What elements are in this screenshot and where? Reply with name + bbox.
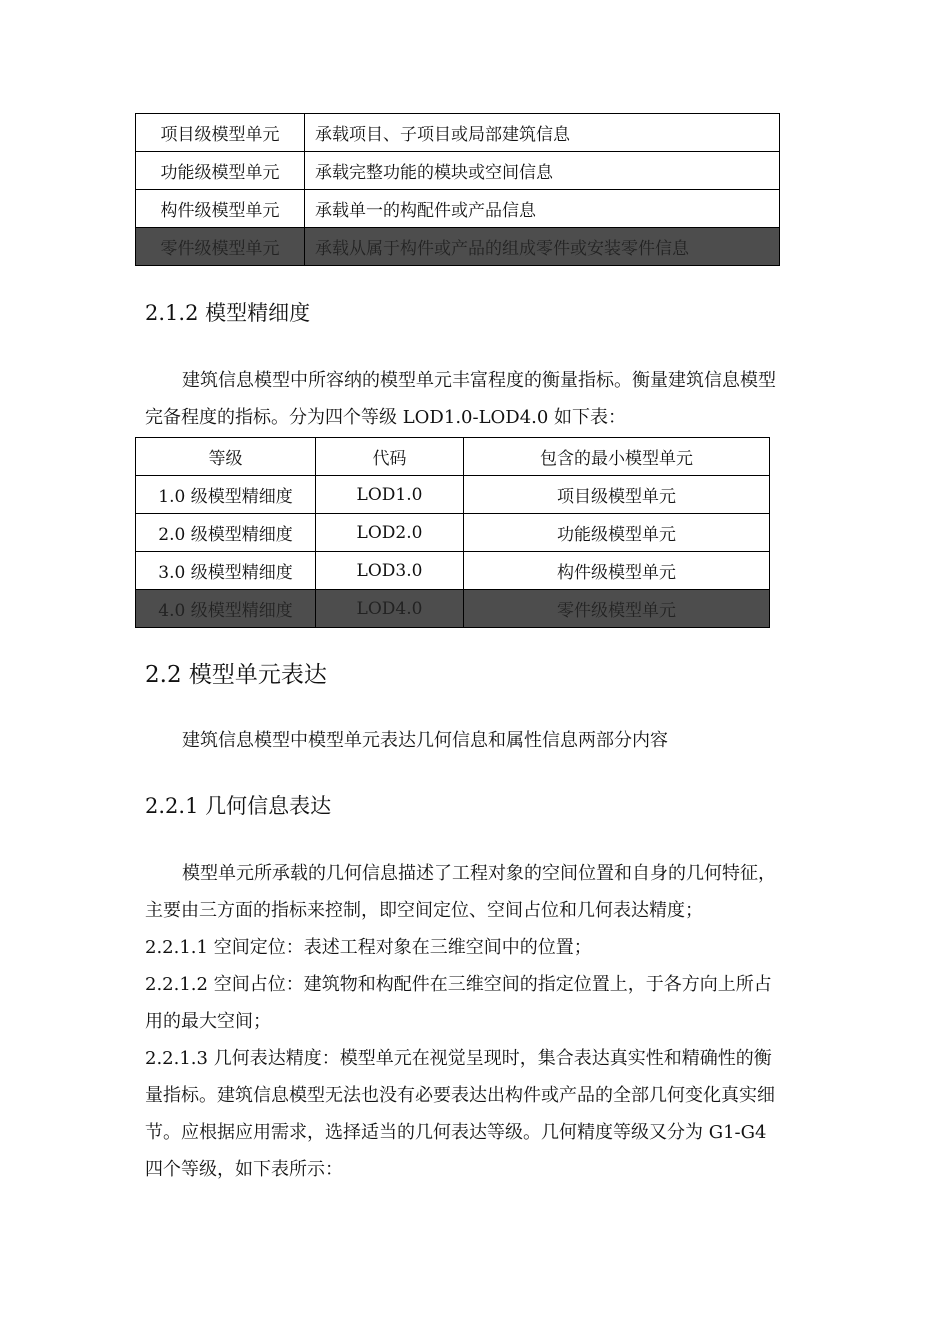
paragraph-line: 建筑信息模型中所容纳的模型单元丰富程度的衡量指标。衡量建筑信息模型 — [182, 370, 776, 391]
list-item-geometry-precision-line4: 四个等级，如下表所示： — [145, 1159, 343, 1180]
paragraph-line: 建筑信息模型中模型单元表达几何信息和属性信息两部分内容 — [182, 730, 668, 751]
section-heading-2-1-2: 2.1.2 模型精细度 — [145, 301, 311, 325]
lod-table — [135, 437, 770, 628]
table-row — [136, 514, 770, 552]
table-cell-desc: 承载单一的构配件或产品信息 — [305, 190, 780, 228]
table-row — [136, 114, 780, 152]
column-header-unit: 包含的最小模型单元 — [464, 438, 770, 476]
list-item-geometry-precision-line2: 量指标。建筑信息模型无法也没有必要表达出构件或产品的全部几何变化真实细 — [145, 1085, 775, 1106]
table-cell-unit: 功能级模型单元 — [464, 514, 770, 552]
list-item-spatial-occupancy-line2: 用的最大空间； — [145, 1011, 271, 1032]
table-cell-code: LOD4.0 — [316, 590, 464, 628]
section-heading-2-2-1: 2.2.1 几何信息表达 — [145, 794, 332, 818]
table-cell-level: 功能级模型单元 — [136, 152, 305, 190]
model-unit-level-table — [135, 113, 780, 266]
table-row-highlighted — [136, 590, 770, 628]
table-cell-code: LOD1.0 — [316, 476, 464, 514]
table-row — [136, 476, 770, 514]
paragraph-line: 模型单元所承载的几何信息描述了工程对象的空间位置和自身的几何特征， — [182, 863, 776, 884]
table-row-highlighted — [136, 228, 780, 266]
table-cell-grade: 1.0 级模型精细度 — [136, 476, 316, 514]
table-cell-level: 零件级模型单元 — [136, 228, 305, 266]
table-cell-grade: 3.0 级模型精细度 — [136, 552, 316, 590]
table-cell-unit: 零件级模型单元 — [464, 590, 770, 628]
table-row — [136, 552, 770, 590]
table-cell-desc: 承载从属于构件或产品的组成零件或安装零件信息 — [305, 228, 780, 266]
column-header-code: 代码 — [316, 438, 464, 476]
table-cell-grade: 4.0 级模型精细度 — [136, 590, 316, 628]
column-header-grade: 等级 — [136, 438, 316, 476]
paragraph-geometry-info — [145, 855, 810, 1188]
table-cell-desc: 承载完整功能的模块或空间信息 — [305, 152, 780, 190]
paragraph-line: 完备程度的指标。分为四个等级 LOD1.0-LOD4.0 如下表： — [145, 407, 627, 428]
table-cell-desc: 承载项目、子项目或局部建筑信息 — [305, 114, 780, 152]
section-heading-2-2: 2.2 模型单元表达 — [145, 662, 327, 688]
paragraph-model-unit-expression — [145, 722, 810, 759]
table-cell-code: LOD2.0 — [316, 514, 464, 552]
list-item-spatial-occupancy-line1: 2.2.1.2 空间占位：建筑物和构配件在三维空间的指定位置上，于各方向上所占 — [145, 974, 772, 995]
table-cell-level: 构件级模型单元 — [136, 190, 305, 228]
list-item-geometry-precision-line3: 节。应根据应用需求，选择适当的几何表达等级。几何精度等级又分为 G1-G4 — [145, 1122, 767, 1143]
paragraph-line: 主要由三方面的指标来控制，即空间定位、空间占位和几何表达精度； — [145, 900, 703, 921]
table-row — [136, 152, 780, 190]
table-cell-code: LOD3.0 — [316, 552, 464, 590]
table-cell-grade: 2.0 级模型精细度 — [136, 514, 316, 552]
table-row — [136, 190, 780, 228]
paragraph-lod-intro — [145, 362, 810, 436]
table-cell-level: 项目级模型单元 — [136, 114, 305, 152]
list-item-spatial-position: 2.2.1.1 空间定位：表述工程对象在三维空间中的位置； — [145, 937, 592, 958]
table-header-row — [136, 438, 770, 476]
table-cell-unit: 项目级模型单元 — [464, 476, 770, 514]
list-item-geometry-precision-line1: 2.2.1.3 几何表达精度：模型单元在视觉呈现时，集合表达真实性和精确性的衡 — [145, 1048, 772, 1069]
table-cell-unit: 构件级模型单元 — [464, 552, 770, 590]
